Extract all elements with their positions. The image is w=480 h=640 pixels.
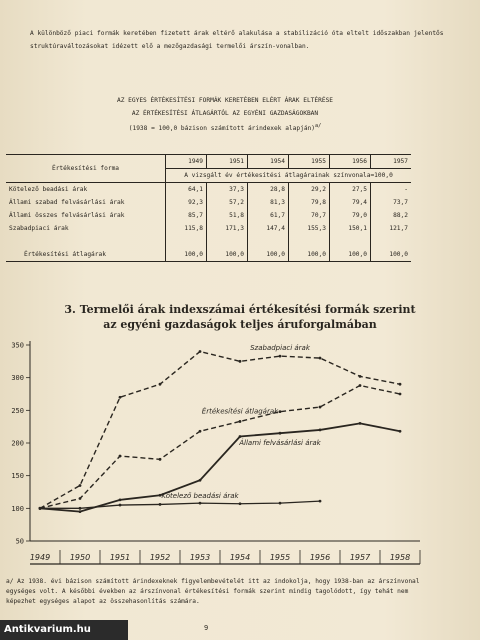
x-tick-label: 1958 (389, 553, 411, 562)
y-tick-label: 150 (11, 472, 24, 481)
caption-line-1: AZ EGYES ÉRTÉKESÍTÉSI FORMÁK KERETÉBEN ELÉRT ÁRAK ELTÉRÉSE (116, 97, 334, 104)
cell: 100,0 (289, 248, 330, 262)
y-tick-label: 300 (11, 374, 24, 383)
series-label: Szabadpiaci árak (250, 344, 310, 353)
x-tick-label: 1950 (69, 553, 91, 562)
caption-line-3: (1938 = 100,0 bázison számított árindexek alapján)$^{a/}$ (128, 123, 322, 133)
row-label: Szabadpiaci árak (9, 225, 69, 232)
cell: 57,2 (207, 196, 248, 209)
series-line (40, 352, 400, 509)
cell: 64,1 (166, 183, 207, 197)
data-point (239, 360, 242, 363)
y-tick-label: 350 (11, 341, 24, 350)
year-header: 1957 (371, 155, 412, 169)
data-point (279, 355, 282, 358)
data-point (359, 384, 362, 387)
cell: 27,5 (330, 183, 371, 197)
data-point (199, 350, 202, 353)
cell: 147,4 (248, 222, 289, 235)
chart-title-line-1: 3. Termelői árak indexszámai értékesítési formák szerint (64, 303, 416, 316)
chart-title-line-2: az egyéni gazdaságok teljes áruforgalmában (103, 318, 377, 331)
cell: 100,0 (248, 248, 289, 262)
data-point (359, 422, 362, 425)
series-label: Állami felvásárlási árak (239, 439, 321, 448)
year-header: 1951 (207, 155, 248, 169)
data-point (399, 430, 402, 433)
data-point (119, 498, 122, 501)
chart-title (40, 302, 440, 332)
cell: 155,3 (289, 222, 330, 235)
caption-line-2: AZ ÉRTÉKESÍTÉSI ÁTLAGÁRTÓL AZ EGYÉNI GAZDASÁGOKBAN (131, 110, 319, 117)
row-label: Értékesítési átlagárak (24, 251, 106, 258)
data-point (79, 510, 82, 513)
table-caption (55, 94, 395, 135)
data-point (119, 504, 122, 507)
cell: 81,3 (248, 196, 289, 209)
data-point (279, 432, 282, 435)
x-tick-label: 1957 (349, 553, 371, 562)
data-point (79, 507, 82, 510)
footnote: a/ Az 1938. évi bázison számított árindexeknek figyelembevételét itt az indokolja, hogy 1938-ban az árszínvonal egységes volt. A későbbi években az árszínvonal értékesítési formák szerint mindig tagolódott, így tehát nem képezhet egységes alapot az összehasonlítás számára. (6, 578, 420, 605)
year-header: 1956 (330, 155, 371, 169)
data-point (279, 410, 282, 413)
data-point (159, 383, 162, 386)
row-header: Értékesítési forma (51, 165, 120, 172)
cell: 115,8 (166, 222, 207, 235)
x-tick-label: 1952 (149, 553, 171, 562)
data-point (319, 500, 322, 503)
cell: 51,8 (207, 209, 248, 222)
data-point (199, 430, 202, 433)
cell: 79,4 (330, 196, 371, 209)
row-label: Állami összes felvásárlási árak (9, 212, 125, 219)
series-label: Kötelező beadási árak (161, 492, 239, 501)
data-point (159, 458, 162, 461)
data-point (119, 396, 122, 399)
table-row (6, 248, 411, 262)
cell: 100,0 (330, 248, 371, 262)
data-point (119, 455, 122, 458)
x-tick-label: 1954 (229, 553, 251, 562)
year-header: 1949 (166, 155, 207, 169)
row-label: Kötelező beadási árak (9, 186, 88, 193)
cell: 73,7 (371, 196, 412, 209)
y-tick-label: 50 (15, 537, 24, 546)
footnote-ref: a/ (315, 123, 322, 129)
x-tick-label: 1949 (29, 553, 51, 562)
cell: - (371, 183, 412, 197)
table-row (6, 196, 411, 209)
data-point (159, 503, 162, 506)
data-point (199, 479, 202, 482)
year-header: 1955 (289, 155, 330, 169)
cell: 28,8 (248, 183, 289, 197)
series-line (40, 501, 320, 508)
row-label: Állami szabad felvásárlási árak (9, 199, 125, 206)
y-tick-label: 250 (11, 406, 24, 415)
table-subheader: A vizsgált év értékesítési átlagárainak színvonala=100,0 (166, 169, 412, 183)
cell: 100,0 (207, 248, 248, 262)
data-point (239, 420, 242, 423)
series-line (40, 386, 400, 509)
x-tick-label: 1956 (309, 553, 331, 562)
cell: 121,7 (371, 222, 412, 235)
data-point (199, 502, 202, 505)
cell: 150,1 (330, 222, 371, 235)
cell: 92,3 (166, 196, 207, 209)
data-point (279, 502, 282, 505)
cell: 61,7 (248, 209, 289, 222)
data-point (239, 435, 242, 438)
cell: 85,7 (166, 209, 207, 222)
year-header: 1954 (248, 155, 289, 169)
x-tick-label: 1951 (109, 553, 131, 562)
table-row (6, 222, 411, 235)
x-tick-label: 1953 (189, 553, 211, 562)
cell: 79,0 (330, 209, 371, 222)
data-point (399, 383, 402, 386)
price-table (6, 154, 411, 262)
data-point (79, 484, 82, 487)
cell: 70,7 (289, 209, 330, 222)
data-point (319, 429, 322, 432)
y-tick-label: 100 (11, 504, 24, 513)
data-point (359, 375, 362, 378)
cell: 100,0 (371, 248, 412, 262)
data-point (319, 406, 322, 409)
data-point (319, 357, 322, 360)
table-row (6, 183, 411, 197)
table-row (6, 209, 411, 222)
cell: 171,3 (207, 222, 248, 235)
x-tick-label: 1955 (269, 553, 291, 562)
y-tick-label: 200 (11, 439, 24, 448)
cell: 29,2 (289, 183, 330, 197)
data-point (79, 497, 82, 500)
intro-paragraph: A különböző piaci formák keretében fizetett árak eltérő alakulása a stabilizáció óta eltelt időszakban jelentős struktúraváltozásokat idézett elő a mezőgazdasági termelői árszín-vonalban. (30, 30, 444, 50)
data-point (239, 502, 242, 505)
price-index-chart (0, 335, 480, 571)
cell: 88,2 (371, 209, 412, 222)
data-point (39, 507, 42, 510)
series-label: Értékesítési átlagárak (201, 407, 279, 416)
page-number: 9 (204, 624, 209, 632)
cell: 79,8 (289, 196, 330, 209)
data-point (399, 393, 402, 396)
cell: 100,0 (166, 248, 207, 262)
cell: 37,3 (207, 183, 248, 197)
watermark-logo: Antikvarium.hu (0, 620, 128, 640)
